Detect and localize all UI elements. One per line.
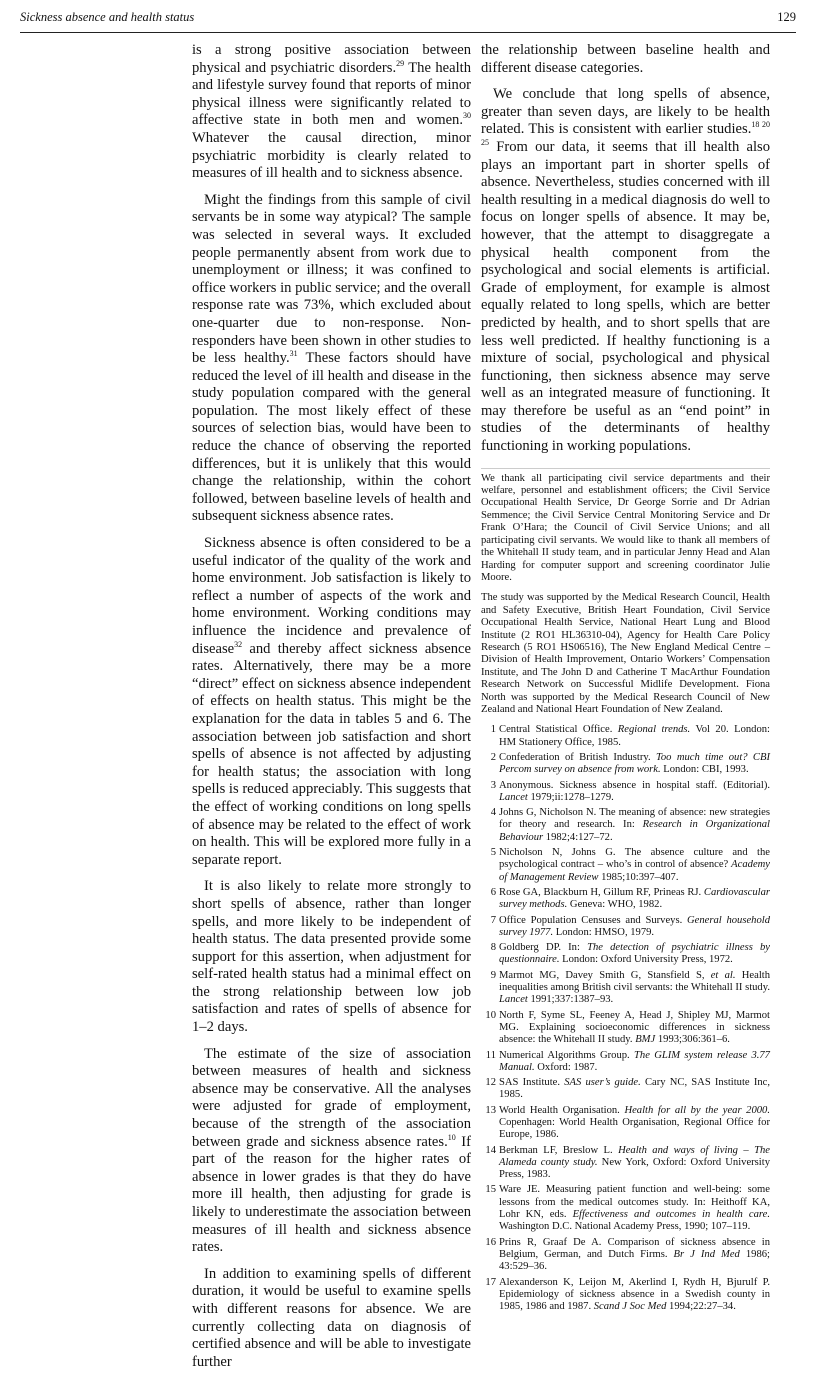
acknowledgements — [481, 468, 770, 717]
paragraph-text: The health and lifestyle survey found that reports of minor physical illness were significantly related to affective state in both men and women. — [192, 59, 472, 129]
reference-number: 11 — [485, 1049, 496, 1061]
reference-text: Health and ways of living – The Alameda county study. — [499, 1144, 770, 1168]
reference-text: Copenhagen: World Health Organisation, Regional Office for Europe, 1986. — [499, 1116, 770, 1141]
reference-text: Research in Organizational Behaviour — [499, 819, 770, 843]
body-paragraph — [192, 192, 471, 526]
reference-text: Central Statistical Office. — [499, 724, 618, 736]
reference-text: Goldberg DP. In: — [499, 942, 588, 954]
reference-item — [481, 1184, 770, 1233]
reference-number: 16 — [485, 1236, 496, 1248]
reference-item — [481, 752, 770, 777]
reference-number: 3 — [490, 779, 496, 791]
paragraph-text: It is also likely to relate more strongly to short spells of absence, rather than longer spells, and more likely to be independent of health status. The data presented provide some support for this assertion, when adjustment for self-rated health status had a minimal effect on the strong relationship between low job satisfaction and rates of spells of absence for 1–2 days. — [192, 878, 471, 1036]
reference-text: Marmot MG, Davey Smith G, Stansfield S, — [499, 969, 711, 981]
reference-text: Berkman LF, Breslow L. — [499, 1144, 619, 1156]
reference-item — [481, 1105, 770, 1142]
citation-superscript: 18 20 25 — [481, 120, 770, 148]
reference-text: Johns G, Nicholson N. The meaning of absence: new strategies for theory and research. In: — [499, 807, 770, 831]
reference-number: 1 — [490, 724, 496, 736]
reference-item — [481, 724, 770, 749]
citation-superscript: 29 — [396, 58, 405, 68]
reference-text: Too much time out? CBI Percom survey on absence from work. — [499, 751, 770, 776]
reference-text: London: HMSO, 1979. — [553, 926, 655, 938]
reference-text: Lancet — [499, 791, 528, 803]
reference-number: 12 — [485, 1077, 496, 1089]
reference-text: North F, Syme SL, Feeney A, Head J, Shipley MJ, Marmot MG. Explaining socioeconomic differences in sickness absence: the Whitehall II study. — [499, 1009, 770, 1046]
page-number: 129 — [777, 10, 796, 24]
page-header — [20, 8, 796, 33]
reference-text: et al. — [710, 969, 736, 981]
reference-text: 1982;4:127–72. — [543, 831, 613, 843]
reference-text: Confederation of British Industry. — [499, 751, 656, 763]
reference-text: Anonymous. Sickness absence in hospital staff. (Editorial). — [499, 779, 770, 791]
acknowledgement-paragraph: We thank all participating civil service departments and their welfare, personnel and establishment officers; the Civil Service Occupational Health Service, Dr George Sorrie and Dr Adrian Semmence; the Civil Service Central Monitoring Service and Dr Frank O’Hara; the Council of Civil Service Unions; and all participating civil servants. We would like to thank all members of the Whitehall II study team, and in particular Jenny Head and Alan Harding for computer support and screening coordinator Julie Moore. — [481, 472, 770, 583]
reference-text: Numerical Algorithms Group. — [499, 1049, 635, 1061]
running-title: Sickness absence and health status — [20, 10, 195, 24]
reference-text: Office Population Censuses and Surveys. — [499, 914, 687, 926]
reference-item — [481, 1050, 770, 1075]
paragraph-text: Whatever the causal direction, minor psychiatric morbidity is clearly related to measures of ill health and to sickness absence. — [192, 129, 471, 182]
reference-item — [481, 1277, 770, 1314]
right-body-text — [481, 42, 770, 456]
reference-text: Nicholson N, Johns G. The absence culture and the psychological contract – who’s in control of absence? — [499, 847, 770, 871]
paragraph-text: and thereby affect sickness absence rates. Alternatively, there may be a more “direct” effect on sickness absence independent of effects on health status. This might be the explanation for the data in tables 5 and 6. The association between job satisfaction and short spells of absence is not affected by adjusting for health status; the association with long spells is reduced appreciably. This suggests that the effect of working conditions on long spells of absence may be related to the effect of work on health. This will be explored more fully in a separate report. — [192, 640, 471, 868]
reference-number: 15 — [485, 1184, 496, 1196]
right-column — [481, 42, 770, 1316]
reference-item — [481, 780, 770, 805]
reference-item — [481, 887, 770, 912]
reference-item — [481, 1145, 770, 1182]
reference-text: Lancet — [499, 994, 528, 1006]
reference-number: 17 — [485, 1276, 496, 1288]
body-paragraph — [192, 535, 471, 869]
reference-text: 1991;337:1387–93. — [527, 994, 614, 1006]
reference-text: Ware JE. Measuring patient function and well-being: some lessons from the medical outcomes study. In: Heithoff KA, Lohr KN, eds. — [499, 1184, 770, 1221]
reference-text: Scand J Soc Med — [593, 1301, 667, 1313]
reference-number: 9 — [490, 969, 496, 981]
reference-item — [481, 1077, 770, 1102]
reference-text: Academy of Management Review — [499, 859, 770, 883]
reference-text: Cardiovascular survey methods. — [499, 886, 770, 911]
paragraph-text: In addition to examining spells of different duration, it would be useful to examine spells with different reasons for absence. We are currently collecting data on diagnosis of certified absence and will be able to investigate further — [192, 1265, 471, 1370]
reference-text: Alexanderson K, Leijon M, Akerlind I, Rydh H, Bjurulf P. Epidemiology of sickness absence in a Swedish county in 1985, 1986 and 1987. — [499, 1276, 770, 1313]
reference-text: SAS user’s guide. — [564, 1077, 641, 1089]
paragraph-text: From our data, it seems that ill health also plays an important part in shorter spells of absence. Nevertheless, studies concerned with ill health resulting in a medical diagnosis do well to focus on longer spells of absence. It may be, however, that the attempt to disaggregate a physical health component from the psychological and social elements is artificial. Grade of employment, for example is almost equally related to long spells, which are better predicted by health, and to short spells that are less well predicted. If healthy functioning is a mixture of social, psychological and physical functioning, then sickness absence may serve well as an integrated measure of functioning. It may therefore be useful as an “end point” in studies of the determinants of healthy functioning in working populations. — [481, 138, 770, 455]
reference-item — [481, 942, 770, 967]
reference-text: 1985;10:397–407. — [598, 871, 679, 883]
left-column — [192, 42, 471, 1380]
reference-text: Health for all by the year 2000. — [624, 1104, 771, 1116]
paragraph-text: These factors should have reduced the level of ill health and disease in the study population compared with the general population. The most likely effect of these sources of selection bias, would have been to reduce the chance of observing the reported differences, but it is unlikely that this would change the relationship, within the cohort followed, between baseline levels of health and subsequent sickness absence rates. — [192, 350, 471, 525]
paragraph-text: We conclude that long spells of absence, greater than seven days, are likely to be health related. This is consistent with earlier studies. — [481, 86, 770, 138]
reference-text: Cary NC, SAS Institute Inc, 1985. — [499, 1077, 770, 1101]
reference-item — [481, 915, 770, 940]
reference-text: Health inequalities among British civil servants: the Whitehall II study. — [499, 969, 770, 994]
paragraph-text: Sickness absence is often considered to be a useful indicator of the quality of the work and home environment. Job satisfaction is likely to reflect a number of aspects of the work and home environment. Working conditions may influence the incidence and prevalence of disease — [192, 535, 471, 657]
reference-number: 13 — [485, 1104, 496, 1116]
reference-number: 4 — [490, 807, 496, 819]
reference-text: 1993;306:361–6. — [655, 1034, 730, 1046]
paragraph-text: is a strong positive association between physical and psychiatric disorders. — [192, 42, 471, 76]
reference-number: 6 — [490, 886, 496, 898]
reference-text: The detection of psychiatric illness by questionnaire. — [499, 942, 770, 966]
reference-text: Washington D.C. National Academy Press, 1990; 107–119. — [499, 1221, 751, 1233]
reference-number: 8 — [490, 942, 496, 954]
body-paragraph — [481, 86, 770, 455]
reference-item — [481, 1010, 770, 1047]
reference-text: 1986; 43:529–36. — [499, 1248, 770, 1273]
reference-item — [481, 970, 770, 1007]
citation-superscript: 31 — [289, 349, 298, 359]
reference-text: Effectiveness and outcomes in health care. — [572, 1209, 770, 1221]
paragraph-text: If part of the reason for the higher rates of absence in lower grades is that they do have more ill health, then adjusting for grade is likely to underestimate the association between measures of ill health and sickness absence rates. — [192, 1133, 471, 1256]
reference-text: Geneva: WHO, 1982. — [567, 899, 663, 911]
reference-text: 1979;ii:1278–1279. — [527, 791, 614, 803]
reference-text: New York, Oxford: Oxford University Press, 1983. — [499, 1156, 770, 1181]
paragraph-text: Might the findings from this sample of civil servants be in some way atypical? The sample was selected in several ways. It excluded people permanently absent from work due to unemployment or illness; it was confined to office workers in public service; and the overall response rate was 73%, which excluded about one-quarter due to non-response. Non-responders have been shown in other studies to be less healthy. — [192, 191, 471, 367]
body-paragraph — [192, 42, 471, 183]
left-body-text — [192, 42, 471, 1371]
paragraph-text: the relationship between baseline health and different disease categories. — [481, 42, 770, 76]
reference-text: Br J Ind Med — [673, 1248, 740, 1260]
reference-text: Oxford: 1987. — [534, 1061, 598, 1073]
reference-text: Vol 20. London: HM Stationery Office, 1985. — [499, 724, 771, 748]
reference-text: SAS Institute. — [499, 1077, 565, 1089]
body-paragraph — [192, 878, 471, 1036]
reference-text: Regional trends. — [617, 724, 691, 736]
funding-paragraph: The study was supported by the Medical Research Council, Health and Safety Executive, British Heart Foundation, Civil Service Occupational Health Service, National Heart Lung and Blood Institute (2 RO1 HL36310-04), Agency for Health Care Policy Research (5 RO1 HS06516), The New England Medical Centre – Division of Health Improvement, Ontario Workers’ Compensation Institute, and The John D and Catherine T MacArthur Foundation Research Network on Successful Midlife Development. Fiona North was supported by the Medical Research Council of New Zealand and National Heart Foundation of New Zealand. — [481, 592, 770, 715]
citation-superscript: 10 — [447, 1132, 456, 1142]
citation-superscript: 30 — [463, 111, 471, 121]
reference-text: General household survey 1977. — [499, 914, 770, 938]
reference-number: 14 — [485, 1144, 496, 1156]
reference-list — [481, 724, 770, 1313]
reference-number: 5 — [490, 847, 496, 859]
reference-text: London: Oxford University Press, 1972. — [559, 954, 733, 966]
citation-superscript: 32 — [234, 639, 243, 649]
body-paragraph — [192, 1266, 471, 1372]
reference-item — [481, 1237, 770, 1274]
paragraph-text: The estimate of the size of association between measures of health and sickness absence may be conservative. All the analyses were adjusted for grade of employment, because of the strength of the association between grade and sickness absence rates. — [192, 1045, 471, 1150]
reference-text: Prins R, Graaf De A. Comparison of sickness absence in Belgium, German, and Dutch Firms. — [499, 1236, 770, 1260]
body-paragraph — [192, 1046, 471, 1257]
reference-number: 7 — [490, 914, 496, 926]
reference-item — [481, 807, 770, 844]
reference-text: World Health Organisation. — [499, 1104, 625, 1116]
reference-item — [481, 847, 770, 884]
reference-number: 2 — [490, 751, 496, 763]
body-paragraph — [481, 42, 770, 77]
reference-number: 10 — [485, 1009, 496, 1021]
reference-text: The GLIM system release 3.77 Manual. — [499, 1049, 770, 1073]
reference-text: 1994;22:27–34. — [666, 1301, 736, 1313]
reference-text: Rose GA, Blackburn H, Gillum RF, Prineas RJ. — [499, 886, 704, 898]
reference-text: BMJ — [635, 1034, 656, 1046]
reference-text: London: CBI, 1993. — [660, 764, 749, 776]
